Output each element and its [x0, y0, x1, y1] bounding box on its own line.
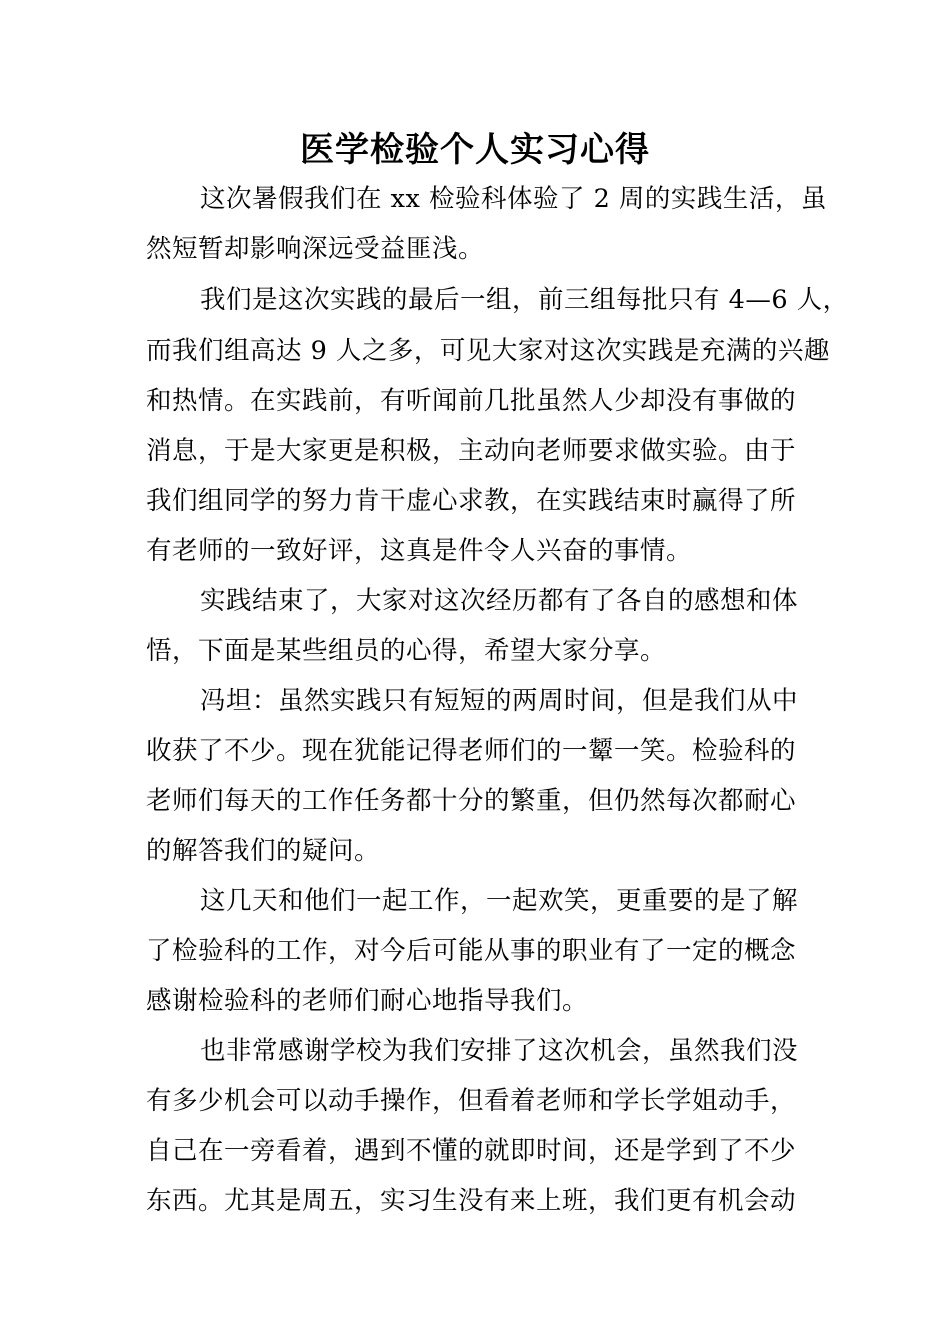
text-line: 实践结束了，大家对这次经历都有了各自的感想和体 — [200, 586, 799, 616]
text-line: 自己在一旁看着，遇到不懂的就即时间，还是学到了不少 — [146, 1136, 797, 1166]
text-line: 我们组同学的努力肯干虚心求教，在实践结束时赢得了所 — [146, 486, 797, 516]
text-line: 然短暂却影响深远受益匪浅。 — [146, 234, 485, 264]
text-line: 东西。尤其是周五，实习生没有来上班，我们更有机会动 — [146, 1186, 797, 1216]
document-title: 医学检验个人实习心得 — [300, 130, 650, 170]
text-line: 而我们组高达 9 人之多，可见大家对这次实践是充满的兴趣 — [146, 336, 830, 366]
text-line: 的解答我们的疑问。 — [146, 836, 381, 866]
text-line: 我们是这次实践的最后一组，前三组每批只有 4—6 人， — [200, 285, 849, 315]
text-line: 感谢检验科的老师们耐心地指导我们。 — [146, 986, 589, 1016]
text-line: 有老师的一致好评，这真是件令人兴奋的事情。 — [146, 536, 693, 566]
text-line: 收获了不少。现在犹能记得老师们的一颦一笑。检验科的 — [146, 736, 797, 766]
text-line: 也非常感谢学校为我们安排了这次机会，虽然我们没 — [200, 1036, 799, 1066]
text-line: 老师们每天的工作任务都十分的繁重，但仍然每次都耐心 — [146, 786, 797, 816]
text-line: 冯坦：虽然实践只有短短的两周时间，但是我们从中 — [200, 686, 799, 716]
text-line: 和热情。在实践前，有听闻前几批虽然人少却没有事做的 — [146, 386, 797, 416]
text-line: 有多少机会可以动手操作，但看着老师和学长学姐动手， — [146, 1086, 797, 1116]
text-line: 了检验科的工作，对今后可能从事的职业有了一定的概念 — [146, 936, 797, 966]
text-line: 这几天和他们一起工作，一起欢笑，更重要的是了解 — [200, 886, 799, 916]
text-line: 这次暑假我们在 xx 检验科体验了 2 周的实践生活，虽 — [200, 184, 827, 214]
text-line: 消息，于是大家更是积极，主动向老师要求做实验。由于 — [146, 436, 797, 466]
text-line: 悟，下面是某些组员的心得，希望大家分享。 — [146, 636, 667, 666]
